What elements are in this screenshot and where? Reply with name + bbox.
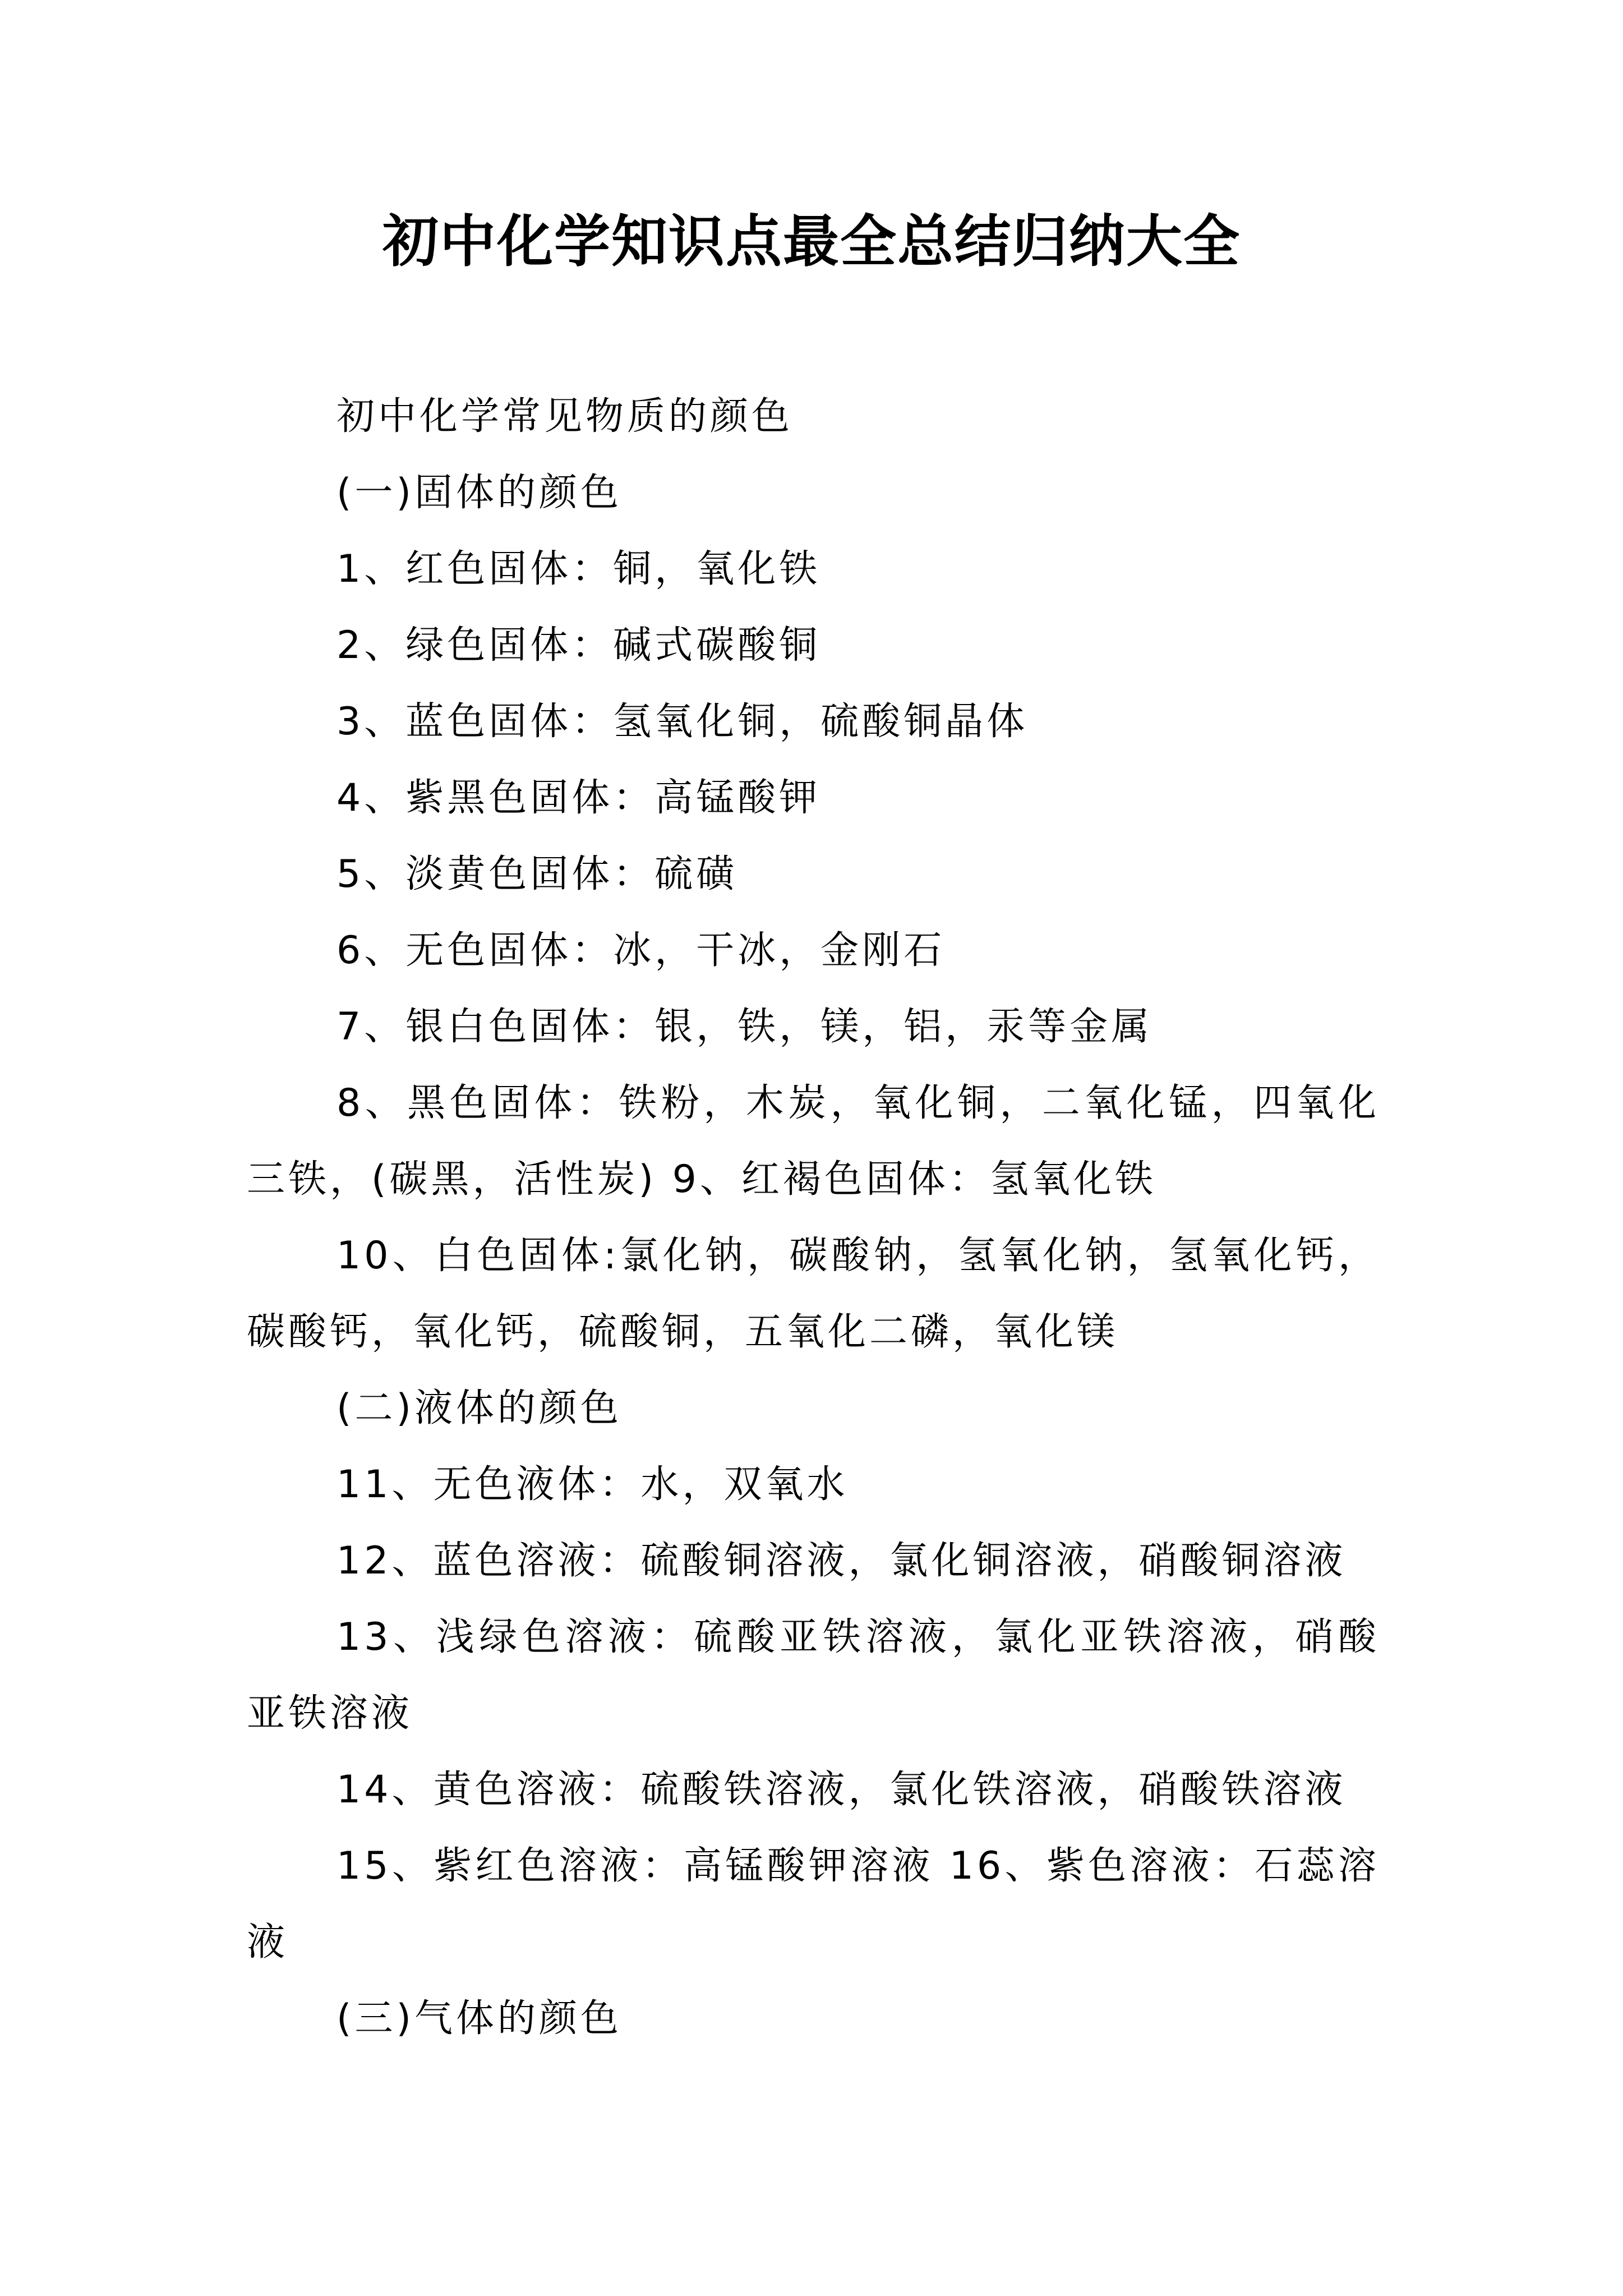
list-item: 15、紫红色溶液：高锰酸钾溶液 16、紫色溶液：石蕊溶液 — [247, 1844, 1380, 1964]
list-item: 5、淡黄色固体：硫磺 — [336, 852, 738, 896]
section-heading: 初中化学常见物质的颜色 — [336, 394, 794, 439]
list-item: 8、黑色固体：铁粉，木炭，氧化铜，二氧化锰，四氧化三铁，(碳黑，活性炭) 9、红褐色固体：氢氧化铁 — [247, 1081, 1380, 1202]
list-item: 11、无色液体：水，双氧水 — [336, 1462, 849, 1507]
list-item: 14、黄色溶液：硫酸铁溶液，氯化铁溶液，硝酸铁溶液 — [336, 1768, 1347, 1812]
list-item: 7、银白色固体：银，铁，镁，铝，汞等金属 — [336, 1005, 1153, 1049]
list-item: 13、浅绿色溶液：硫酸亚铁溶液，氯化亚铁溶液，硝酸亚铁溶液 — [247, 1615, 1380, 1736]
subsection-heading: (一)固体的颜色 — [336, 471, 623, 515]
list-item: 1、红色固体：铜，氧化铁 — [336, 547, 821, 591]
list-item: 12、蓝色溶液：硫酸铜溶液，氯化铜溶液，硝酸铜溶液 — [336, 1539, 1347, 1583]
list-item: 2、绿色固体：碱式碳酸铜 — [336, 623, 821, 668]
list-item: 6、无色固体：冰，干冰，金刚石 — [336, 928, 946, 973]
subsection-heading: (三)气体的颜色 — [336, 1996, 623, 2041]
list-item: 10、白色固体:氯化钠，碳酸钠，氢氧化钠，氢氧化钙，碳酸钙，氧化钙，硫酸铜，五氧化二磷，氧化镁 — [247, 1234, 1380, 1354]
document-title: 初中化学知识点最全总结归纳大全 — [382, 208, 1241, 274]
subsection-heading: (二)液体的颜色 — [336, 1386, 623, 1430]
list-item: 3、蓝色固体：氢氧化铜，硫酸铜晶体 — [336, 700, 1029, 744]
document-body — [247, 379, 1380, 2057]
list-item: 4、紫黑色固体：高锰酸钾 — [336, 776, 821, 820]
